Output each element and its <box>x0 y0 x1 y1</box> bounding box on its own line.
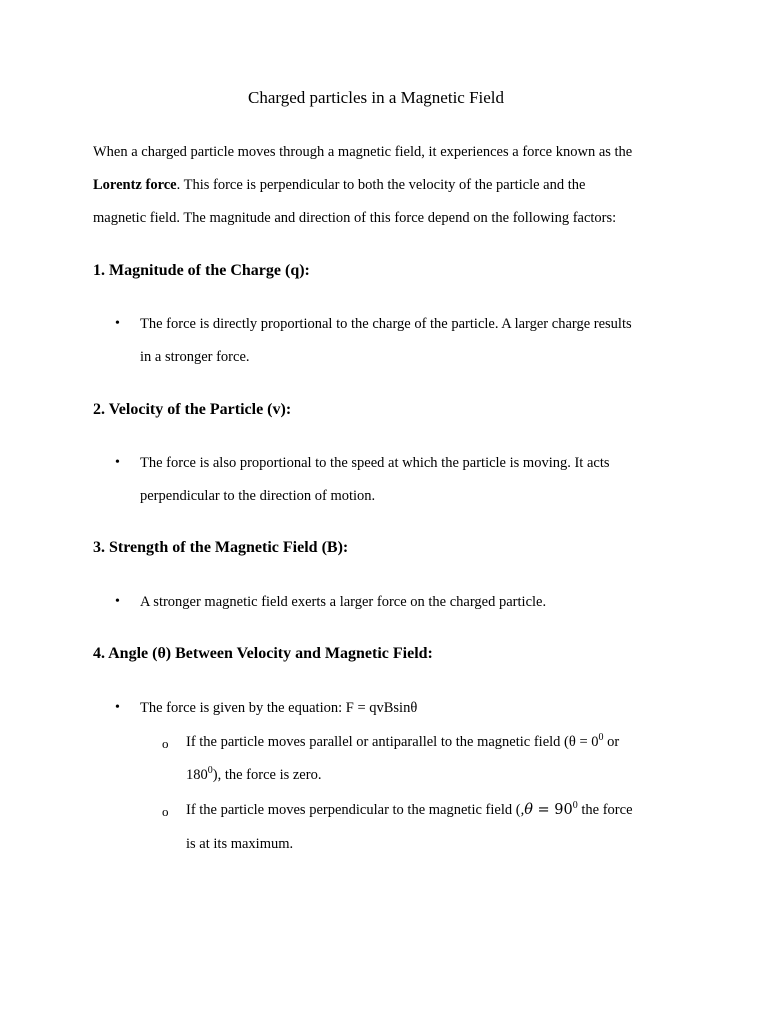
degree-superscript: 0 <box>207 765 213 777</box>
intro-line-3: magnetic field. The magnitude and direction of this force depend on the following factors: <box>93 210 617 226</box>
sub-bullet-parallel-result: ), the force is zero. <box>212 767 322 783</box>
bullet-marker: • <box>115 594 120 609</box>
sub-bullet-perpendicular-text: If the particle moves perpendicular to the magnetic field (, <box>186 802 525 818</box>
degree-superscript: 0 <box>598 732 604 744</box>
bullet-marker: • <box>115 316 120 331</box>
field-strength-bullet: A stronger magnetic field exerts a larger force on the charged particle. <box>140 594 547 610</box>
intro-line-2-text: . This force is perpendicular to both the velocity of the particle and the <box>176 177 586 193</box>
lorentz-force-term: Lorentz force <box>93 177 177 193</box>
intro-line-2 <box>93 169 585 202</box>
sub-bullet-parallel-or: or <box>603 734 620 750</box>
angle-180: 180 <box>186 767 208 783</box>
bullet-marker: • <box>115 700 120 715</box>
section-heading-angle: 4. Angle (θ) Between Velocity and Magnetic Field: <box>93 645 433 662</box>
page-title: Charged particles in a Magnetic Field <box>248 88 505 107</box>
charge-bullet-line-2: in a stronger force. <box>140 349 250 365</box>
sub-bullet-perpendicular-line-2: is at its maximum. <box>186 836 294 852</box>
theta-symbol: θ <box>524 802 533 818</box>
sub-bullet-perpendicular-line-1 <box>186 802 633 819</box>
angle-90: = 90 <box>532 802 573 818</box>
sub-bullet-marker: o <box>162 804 169 819</box>
sub-bullet-marker: o <box>162 736 169 751</box>
sub-bullet-parallel-text: If the particle moves parallel or antiparallel to the magnetic field (θ = 0 <box>186 734 599 750</box>
velocity-bullet-line-2: perpendicular to the direction of motion. <box>140 488 376 504</box>
section-heading-velocity: 2. Velocity of the Particle (v): <box>93 401 292 418</box>
sub-bullet-parallel-line-2 <box>186 767 321 784</box>
section-heading-charge: 1. Magnitude of the Charge (q): <box>93 262 310 279</box>
intro-line-1: When a charged particle moves through a magnetic field, it experiences a force known as the <box>93 144 633 160</box>
velocity-bullet-line-1: The force is also proportional to the speed at which the particle is moving. It acts <box>140 455 610 471</box>
section-heading-field-strength: 3. Strength of the Magnetic Field (B): <box>93 539 349 556</box>
degree-superscript: 0 <box>572 800 578 812</box>
sub-bullet-perpendicular-force: the force <box>577 802 633 818</box>
sub-bullet-parallel-line-1 <box>186 734 619 751</box>
charge-bullet-line-1: The force is directly proportional to the charge of the particle. A larger charge results <box>140 316 632 332</box>
bullet-marker: • <box>115 455 120 470</box>
equation-bullet: The force is given by the equation: F = qvBsinθ <box>140 700 418 716</box>
